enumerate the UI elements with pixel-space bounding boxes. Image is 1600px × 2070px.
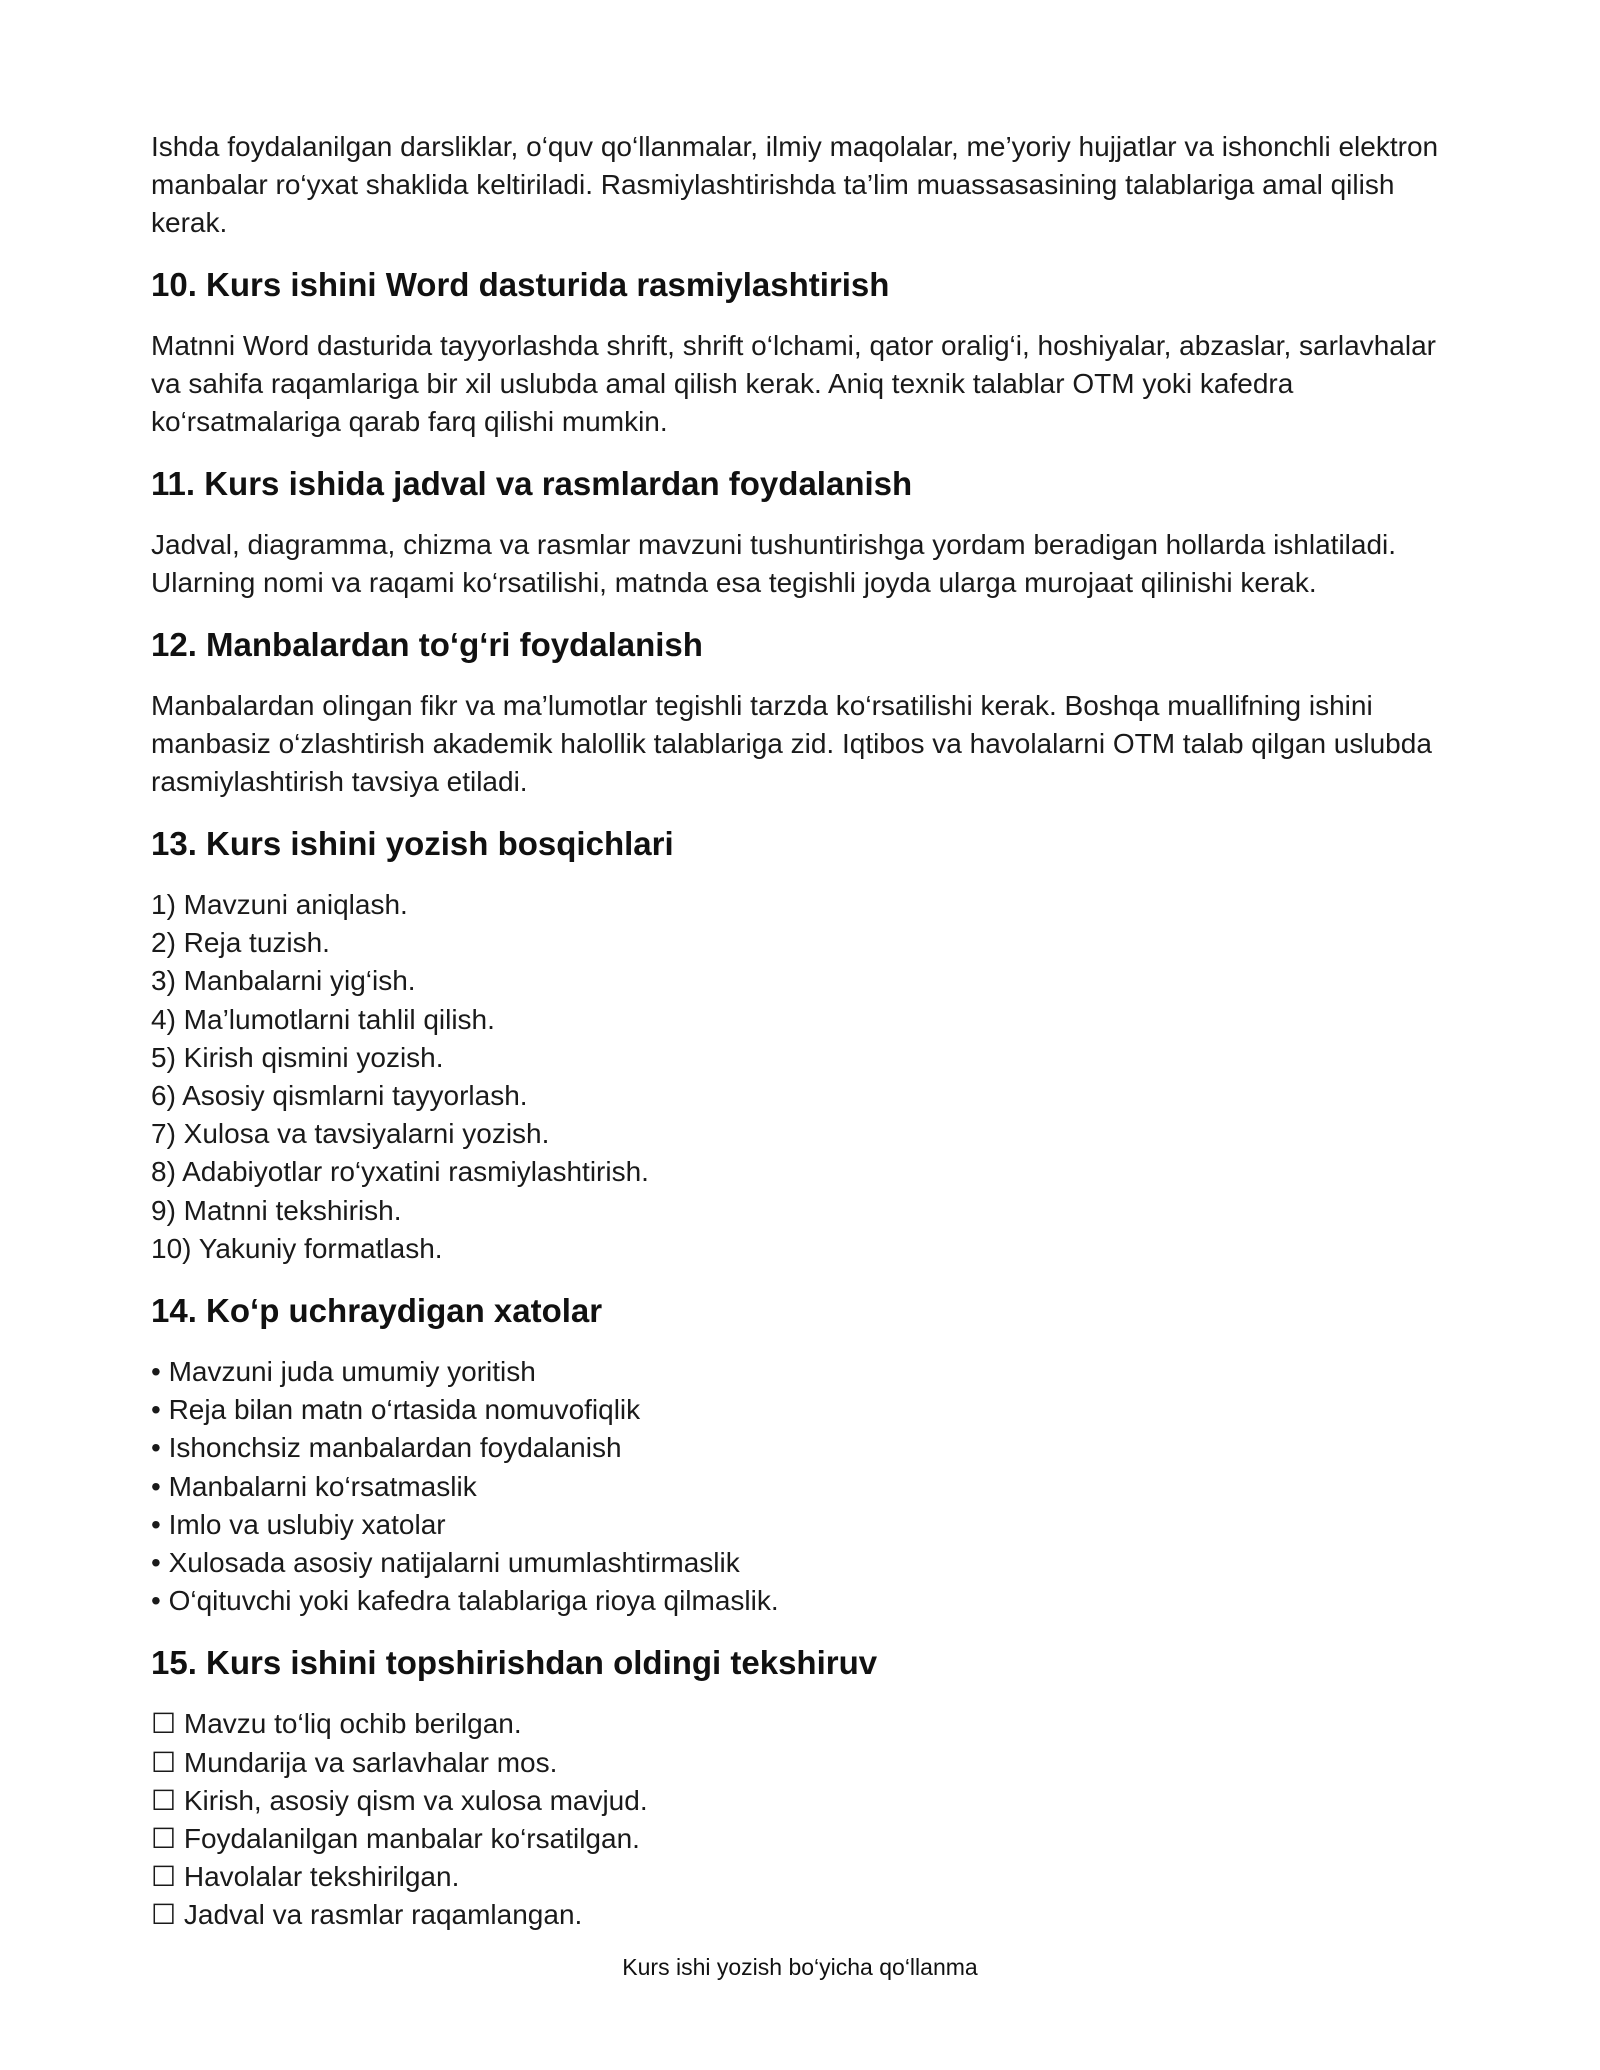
section-15	[151, 1642, 1451, 1934]
list-item: 4) Ma’lumotlarni tahlil qilish.	[151, 1003, 495, 1035]
section-heading: 11. Kurs ishida jadval va rasmlardan foydalanish	[151, 465, 913, 502]
section-12	[151, 624, 1451, 801]
section-10	[151, 264, 1451, 441]
list-item: • Reja bilan matn o‘rtasida nomuvofiqlik	[151, 1394, 641, 1426]
list-item: 7) Xulosa va tavsiyalarni yozish.	[151, 1118, 550, 1150]
list-item: • Xulosada asosiy natijalarni umumlashtirmaslik	[151, 1547, 740, 1579]
list-item: • Manbalarni ko‘rsatmaslik	[151, 1470, 477, 1502]
intro-paragraph: Ishda foydalanilgan darsliklar, o‘quv qo‘llanmalar, ilmiy maqolalar, me’yoriy hujjatlar va ishonchli elektron manbalar ro‘yxat shaklida keltiriladi. Rasmiylashtirishda ta’lim muassasasining talablariga amal qilish kerak.	[151, 131, 1439, 238]
section-14	[151, 1290, 1451, 1620]
checklist-item: ☐ Kirish, asosiy qism va xulosa mavjud.	[151, 1784, 648, 1816]
checklist-item: ☐ Foydalanilgan manbalar ko‘rsatilgan.	[151, 1823, 640, 1855]
steps-list	[151, 886, 1451, 1268]
document-page	[151, 128, 1451, 1957]
list-item: 5) Kirish qismini yozish.	[151, 1041, 444, 1073]
list-item: • Mavzuni juda umumiy yoritish	[151, 1356, 536, 1388]
checklist-item: ☐ Mavzu to‘liq ochib berilgan.	[151, 1708, 522, 1740]
section-heading: 10. Kurs ishini Word dasturida rasmiylashtirish	[151, 266, 890, 303]
checklist	[151, 1705, 1451, 1934]
section-paragraph: Matnni Word dasturida tayyorlashda shrift, shrift o‘lchami, qator oralig‘i, hoshiyalar, abzaslar, sarlavhalar va sahifa raqamlariga bir xil uslubda amal qilish kerak. Aniq texnik talablar OTM yoki kafedra ko‘rsatmalariga qarab farq qilishi mumkin.	[151, 330, 1436, 437]
section-heading: 14. Ko‘p uchraydigan xatolar	[151, 1292, 603, 1330]
checklist-item: ☐ Mundarija va sarlavhalar mos.	[151, 1746, 558, 1778]
list-item: 10) Yakuniy formatlash.	[151, 1232, 443, 1264]
list-item: • O‘qituvchi yoki kafedra talablariga rioya qilmaslik.	[151, 1585, 779, 1617]
section-11	[151, 463, 1451, 602]
section-paragraph: Manbalardan olingan fikr va ma’lumotlar tegishli tarzda ko‘rsatilishi kerak. Boshqa muallifning ishini manbasiz o‘zlashtirish akademik halollik talablariga zid. Iqtibos va havolalarni OTM talab qilgan uslubda rasmiylashtirish tavsiya etiladi.	[151, 690, 1432, 797]
list-item: 9) Matnni tekshirish.	[151, 1194, 402, 1226]
checklist-item: ☐ Jadval va rasmlar raqamlangan.	[151, 1899, 583, 1931]
checklist-item: ☐ Havolalar tekshirilgan.	[151, 1861, 460, 1893]
section-heading: 15. Kurs ishini topshirishdan oldingi tekshiruv	[151, 1644, 878, 1682]
mistakes-list	[151, 1353, 1451, 1620]
section-heading: 12. Manbalardan to‘g‘ri foydalanish	[151, 626, 703, 663]
list-item: 3) Manbalarni yig‘ish.	[151, 965, 416, 997]
section-paragraph: Jadval, diagramma, chizma va rasmlar mavzuni tushuntirishga yordam beradigan hollarda ishlatiladi. Ularning nomi va raqami ko‘rsatilishi, matnda esa tegishli joyda ularga murojaat qilinishi kerak.	[151, 529, 1397, 598]
list-item: 2) Reja tuzish.	[151, 927, 330, 959]
list-item: 1) Mavzuni aniqlash.	[151, 889, 408, 920]
section-heading: 13. Kurs ishini yozish bosqichlari	[151, 825, 674, 862]
list-item: • Ishonchsiz manbalardan foydalanish	[151, 1432, 622, 1464]
list-item: 8) Adabiyotlar ro‘yxatini rasmiylashtirish.	[151, 1156, 649, 1188]
list-item: 6) Asosiy qismlarni tayyorlash.	[151, 1080, 528, 1112]
section-13	[151, 823, 1451, 1268]
page-footer: Kurs ishi yozish bo‘yicha qo‘llanma	[622, 1954, 978, 1980]
list-item: • Imlo va uslubiy xatolar	[151, 1508, 446, 1540]
